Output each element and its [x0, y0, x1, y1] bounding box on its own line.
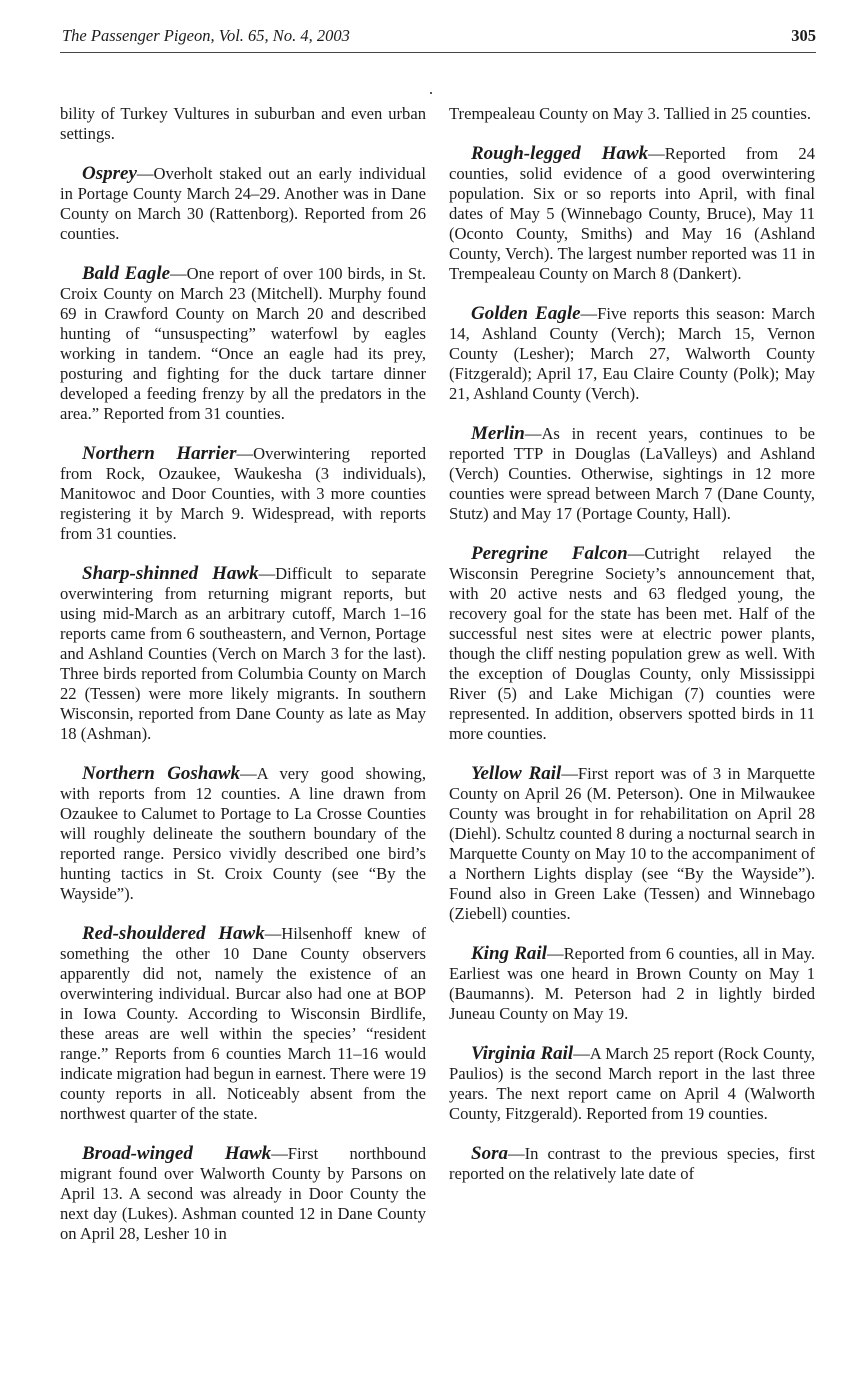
paragraph-text: —In contrast to the previous species, first reported on the relatively late date of	[449, 1144, 815, 1183]
species-name: Merlin	[471, 423, 525, 444]
paragraph-text: —Five reports this season: March 14, Ashland County (Verch); March 15, Vernon County (Lesher); March 27, Walworth County (Fitzgerald); April 17, Eau Claire County (Polk); May 21, Ashland County (Verch).	[449, 304, 815, 403]
species-account-sharp-shinned-hawk	[60, 564, 426, 744]
species-account-northern-goshawk	[60, 764, 426, 904]
paragraph-text: —As in recent years, continues to be reported TTP in Douglas (LaValleys) and Ashland (Verch) Counties. Otherwise, sightings in 12 more counties were spread between March 7 (Dane County, Stutz) and May 17 (Portage County, Hall).	[449, 424, 815, 523]
paragraph-text: —One report of over 100 birds, in St. Croix County on March 23 (Mitchell). Murphy found 69 in Crawford County on March 20 and described hunting of “unsuspecting” waterfowl by eagles working in tandem. “Once an eagle had its prey, posturing and fighting for the duck tartare dinner developed a feeding frenzy by all the predators in the area.” Reported from 31 counties.	[60, 264, 427, 423]
species-name: Yellow Rail	[471, 763, 562, 784]
species-account-broad-winged-hawk	[60, 1144, 426, 1244]
paragraph-text: —Hilsenhoff knew of something the other 10 Dane County observers apparently did not, namely the existence of an overwintering individual. Burcar also had one at BOP in Iowa County. According to Wisconsin Birdlife, these areas are well within the species’ “resident range.” Reports from 6 counties March 11–16 would indicate migration had begun in earnest. There were 19 county reports in all. Noticeably absent from the northwest quarter of the state.	[60, 924, 427, 1123]
paragraph-continuation	[449, 104, 815, 124]
paragraph-text: Trempealeau County on May 3. Tallied in 25 counties.	[449, 104, 812, 123]
species-name: Rough-legged Hawk	[471, 143, 649, 164]
species-account-bald-eagle	[60, 264, 426, 424]
species-account-osprey	[60, 164, 426, 244]
left-column	[60, 104, 426, 1264]
species-account-merlin	[449, 424, 815, 524]
paragraph-text: bility of Turkey Vultures in suburban and even urban settings.	[60, 104, 426, 143]
species-name: Red-shouldered Hawk	[82, 923, 265, 944]
paragraph-text: —Reported from 6 counties, all in May. Earliest was one heard in Brown County on May 1 (Baumanns). M. Peterson had 2 in lightly birded Juneau County on May 19.	[449, 944, 816, 1023]
species-name: Sora	[471, 1143, 508, 1164]
species-name: Peregrine Falcon	[471, 543, 628, 564]
species-account-red-shouldered-hawk	[60, 924, 426, 1124]
species-name: Northern Goshawk	[82, 763, 241, 784]
running-header	[60, 24, 816, 53]
species-name: Virginia Rail	[471, 1043, 574, 1064]
page-number: 305	[791, 26, 816, 45]
stray-mark	[430, 92, 432, 94]
species-name: Bald Eagle	[82, 263, 171, 284]
paragraph-text: —Overwintering reported from Rock, Ozaukee, Waukesha (3 individuals), Manitowoc and Door Counties, with 3 more counties registering it by March 9. Widespread, with reports from 31 counties.	[60, 444, 427, 543]
paragraph-text: —First report was of 3 in Marquette County on April 26 (M. Peterson). One in Milwaukee County was brought in for rehabilitation on April 28 (Diehl). Schultz counted 8 during a nocturnal search in Marquette County on May 10 to the accompaniment of a Northern Lights display (see “By the Wayside”). Found also in Green Lake (Tessen) and Winnebago (Ziebell) counties.	[449, 764, 815, 923]
species-account-northern-harrier	[60, 444, 426, 544]
species-name: Sharp-shinned Hawk	[82, 563, 259, 584]
species-name: Northern Harrier	[82, 443, 237, 464]
species-account-sora	[449, 1144, 815, 1184]
right-column	[449, 104, 815, 1204]
paragraph-text: —First northbound migrant found over Walworth County by Parsons on April 13. A second was already in Door County the next day (Lukes). Ashman counted 12 in Dane County on April 28, Lesher 10 in	[60, 1144, 426, 1243]
species-account-peregrine-falcon	[449, 544, 815, 744]
paragraph-text: —A very good showing, with reports from 12 counties. A line drawn from Ozaukee to Calumet to Portage to La Crosse Counties will roughly delineate the southern boundary of the reported range. Persico vividly described one bird’s hunting tactics in St. Croix County (see “By the Wayside”).	[60, 764, 426, 903]
species-account-yellow-rail	[449, 764, 815, 924]
paragraph-text: —Overholt staked out an early individual in Portage County March 24–29. Another was in Dane County on March 30 (Rattenborg). Reported from 26 counties.	[60, 164, 426, 243]
species-account-king-rail	[449, 944, 815, 1024]
species-name: Broad-winged Hawk	[82, 1143, 272, 1164]
species-name: Osprey	[82, 163, 137, 184]
species-account-golden-eagle	[449, 304, 815, 404]
paragraph-text: —A March 25 report (Rock County, Paulios) is the second March report in the last three years. The next report came on April 4 (Walworth County, Fitzgerald). Reported from 19 counties.	[449, 1044, 815, 1123]
paragraph-text: —Difficult to separate overwintering from returning migrant reports, but using mid-March as an arbitrary cutoff, March 1–16 reports came from 6 southeastern, and Vernon, Portage and Ashland Counties (Verch on March 3 for the last). Three birds reported from Columbia County on March 22 (Tessen) were more likely migrants. In southern Wisconsin, reported from Dane County as late as May 18 (Ashman).	[60, 564, 426, 743]
species-account-rough-legged-hawk	[449, 144, 815, 284]
paragraph-text: —Reported from 24 counties, solid evidence of a good overwintering population. Six or so reports into April, with final dates of May 5 (Winnebago County, Bruce), May 11 (Oconto County, Smiths) and May 16 (Ashland County, Verch). The largest number reported was 11 in Trempealeau County on March 8 (Dankert).	[449, 144, 815, 283]
paragraph-continuation	[60, 104, 426, 144]
species-account-virginia-rail	[449, 1044, 815, 1124]
species-name: King Rail	[471, 943, 547, 964]
journal-title: The Passenger Pigeon, Vol. 65, No. 4, 2003	[62, 26, 350, 45]
paragraph-text: —Cutright relayed the Wisconsin Peregrine Society’s announcement that, with 20 active nests and 63 fledged young, the recovery goal for the state has been met. Half of the successful nest sites were at electric power plants, though the cliff nesting population grew as well. With the exception of Douglas County, only Mississippi River (5) and Lake Michigan (7) counties were represented. In addition, observers spotted birds in 11 more counties.	[449, 544, 815, 743]
species-name: Golden Eagle	[471, 303, 581, 324]
